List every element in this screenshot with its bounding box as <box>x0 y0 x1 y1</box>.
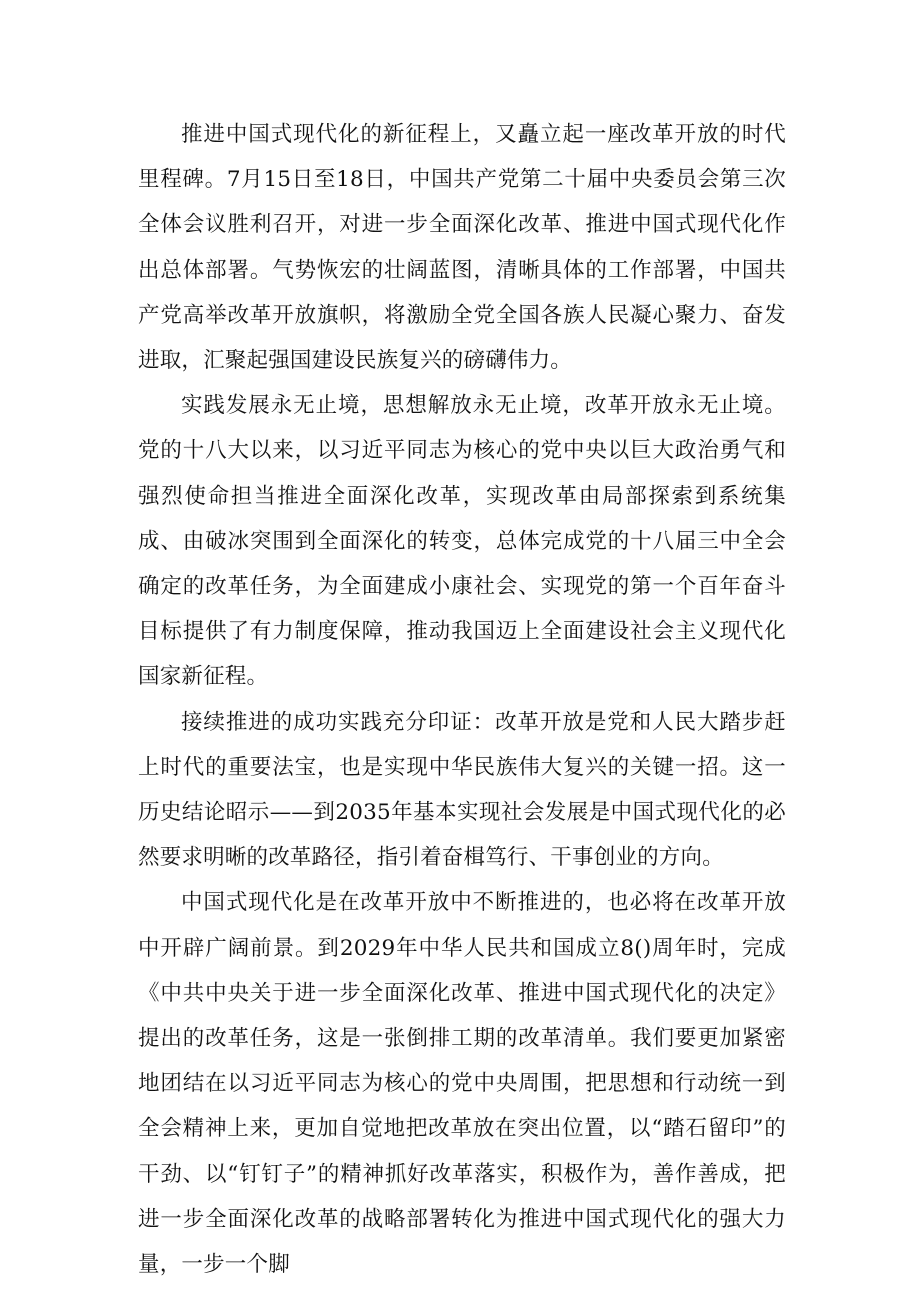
paragraph-1: 推进中国式现代化的新征程上，又矗立起一座改革开放的时代里程碑。7月15日至18日，中国共产党第二十届中央委员会第三次全体会议胜利召开，对进一步全面深化改革、推进中国式现代化作出总体部署。气势恢宏的壮阔蓝图，清晰具体的工作部署，中国共产党高举改革开放旗帜，将激励全党全国各族人民凝心聚力、奋发进取，汇聚起强国建设民族复兴的磅礴伟力。 <box>138 122 786 374</box>
paragraph-4: 中国式现代化是在改革开放中不断推进的，也必将在改革开放中开辟广阔前景。到2029年中华人民共和国成立8()周年时，完成《中共中央关于进一步全面深化改革、推进中国式现代化的决定》提出的改革任务，这是一张倒排工期的改革清单。我们要更加紧密地团结在以习近平同志为核心的党中央周围，把思想和行动统一到全会精神上来，更加自觉地把改革放在突出位置，以“踏石留印”的干劲、以“钉钉子”的精神抓好改革落实，积极作为，善作善成，把进一步全面深化改革的战略部署转化为推进中国式现代化的强大力量，一步一个脚 <box>138 890 786 1278</box>
paragraph-3: 接续推进的成功实践充分印证：改革开放是党和人民大踏步赶上时代的重要法宝，也是实现中华民族伟大复兴的关键一招。这一历史结论昭示——到2035年基本实现社会发展是中国式现代化的必然要求明晰的改革路径，指引着奋楫笃行、干事创业的方向。 <box>138 709 786 871</box>
paragraph-2: 实践发展永无止境，思想解放永无止境，改革开放永无止境。党的十八大以来，以习近平同志为核心的党中央以巨大政治勇气和强烈使命担当推进全面深化改革，实现改革由局部探索到系统集成、由破冰突围到全面深化的转变，总体完成党的十八届三中全会确定的改革任务，为全面建成小康社会、实现党的第一个百年奋斗目标提供了有力制度保障，推动我国迈上全面建设社会主义现代化国家新征程。 <box>138 393 786 690</box>
body-text <box>138 112 786 1287</box>
